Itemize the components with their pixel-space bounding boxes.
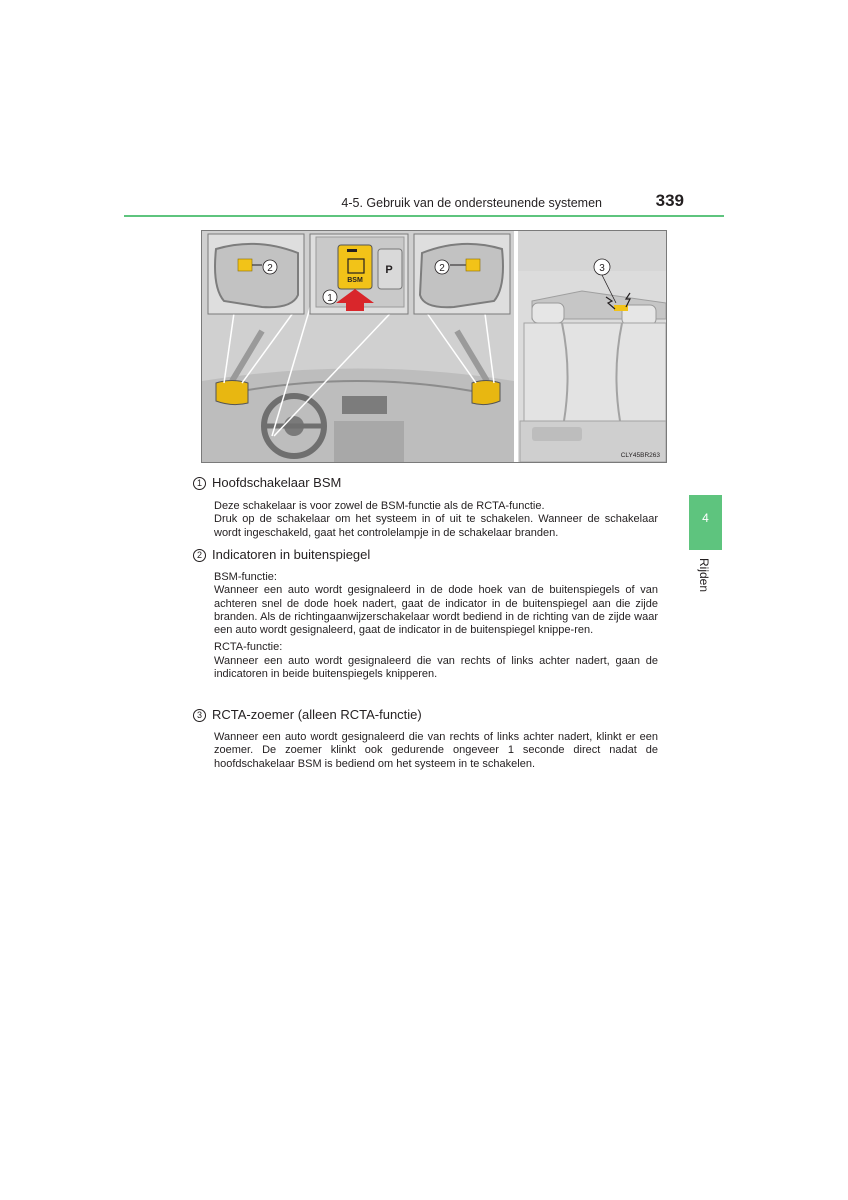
parking-sensor-button — [378, 249, 402, 289]
page-number: 339 — [655, 191, 684, 210]
item-1-paragraph: Deze schakelaar is voor zowel de BSM-functie als de RCTA-functie. — [214, 500, 545, 512]
item-3-paragraph: Wanneer een auto wordt gesignaleerd die van rechts of links achter nadert, klinkt er een zoemer. De zoemer klinkt ook gedurende ongeveer 1 seconde direct nadat de hoofdschakelaar BSM is bediend om het systeem in te schakelen. — [214, 731, 658, 770]
item-1-body — [214, 500, 658, 540]
bsm-illustration — [201, 230, 667, 463]
right-mirror-inset — [414, 234, 510, 314]
item-3-body — [214, 731, 658, 771]
item-3-heading — [193, 706, 422, 724]
park-button-label: P — [385, 264, 393, 276]
chapter-tab — [689, 495, 722, 550]
item-2-title: Indicatoren in buitenspiegel — [212, 547, 371, 562]
item-2-body — [214, 571, 658, 681]
header-divider — [124, 215, 724, 217]
item-1-heading — [193, 474, 341, 492]
callout-2-right: 2 — [439, 263, 445, 274]
item-3-title: RCTA-zoemer (alleen RCTA-functie) — [212, 707, 422, 722]
left-mirror-inset — [208, 234, 304, 314]
item-2-number: 2 — [193, 549, 206, 562]
chapter-label: Rijden — [697, 557, 711, 593]
rear-seat-panel — [518, 231, 666, 462]
item-2-paragraph: Wanneer een auto wordt gesignaleerd in de dode hoek van de buitenspiegels of van achteren snel de dode hoek nadert, gaat de indicator in de buitenspiegel aan die zijde branden. Als de richtingaanwijzerschakelaar wordt bediend in de richting van de zijde waar een auto wordt gesignaleerd, gaat de indicator in de buitenspiegel knippe-ren. — [214, 584, 658, 637]
bsm-switch-button — [338, 245, 372, 289]
figure-code: CLY45BR263 — [620, 452, 660, 459]
callout-1: 1 — [327, 293, 333, 304]
chapter-number: 4 — [702, 511, 709, 525]
bsm-switch-label: BSM — [347, 277, 363, 284]
item-2-paragraph: RCTA-functie: — [214, 641, 283, 654]
item-1-title: Hoofdschakelaar BSM — [212, 475, 342, 490]
item-3-number: 3 — [193, 709, 206, 722]
callout-2-left: 2 — [267, 263, 273, 274]
item-1-number: 1 — [193, 477, 206, 490]
item-1-paragraph: Druk op de schakelaar om het systeem in of uit te schakelen. Wanneer de schakelaar wordt ingeschakeld, gaat het controlelampje in de schakelaar branden. — [214, 513, 658, 539]
callout-3: 3 — [599, 263, 605, 274]
right-mirror-icon — [472, 381, 500, 405]
section-title: 4-5. Gebruik van de ondersteunende systemen — [341, 196, 602, 210]
item-2-paragraph: BSM-functie: — [214, 571, 277, 583]
item-2-paragraph: Wanneer een auto wordt gesignaleerd die van rechts of links achter nadert, gaan de indicatoren in beide buitenspiegels knipperen. — [214, 654, 658, 681]
left-mirror-icon — [216, 381, 248, 405]
switch-inset — [310, 234, 408, 314]
item-2-heading — [193, 546, 370, 564]
